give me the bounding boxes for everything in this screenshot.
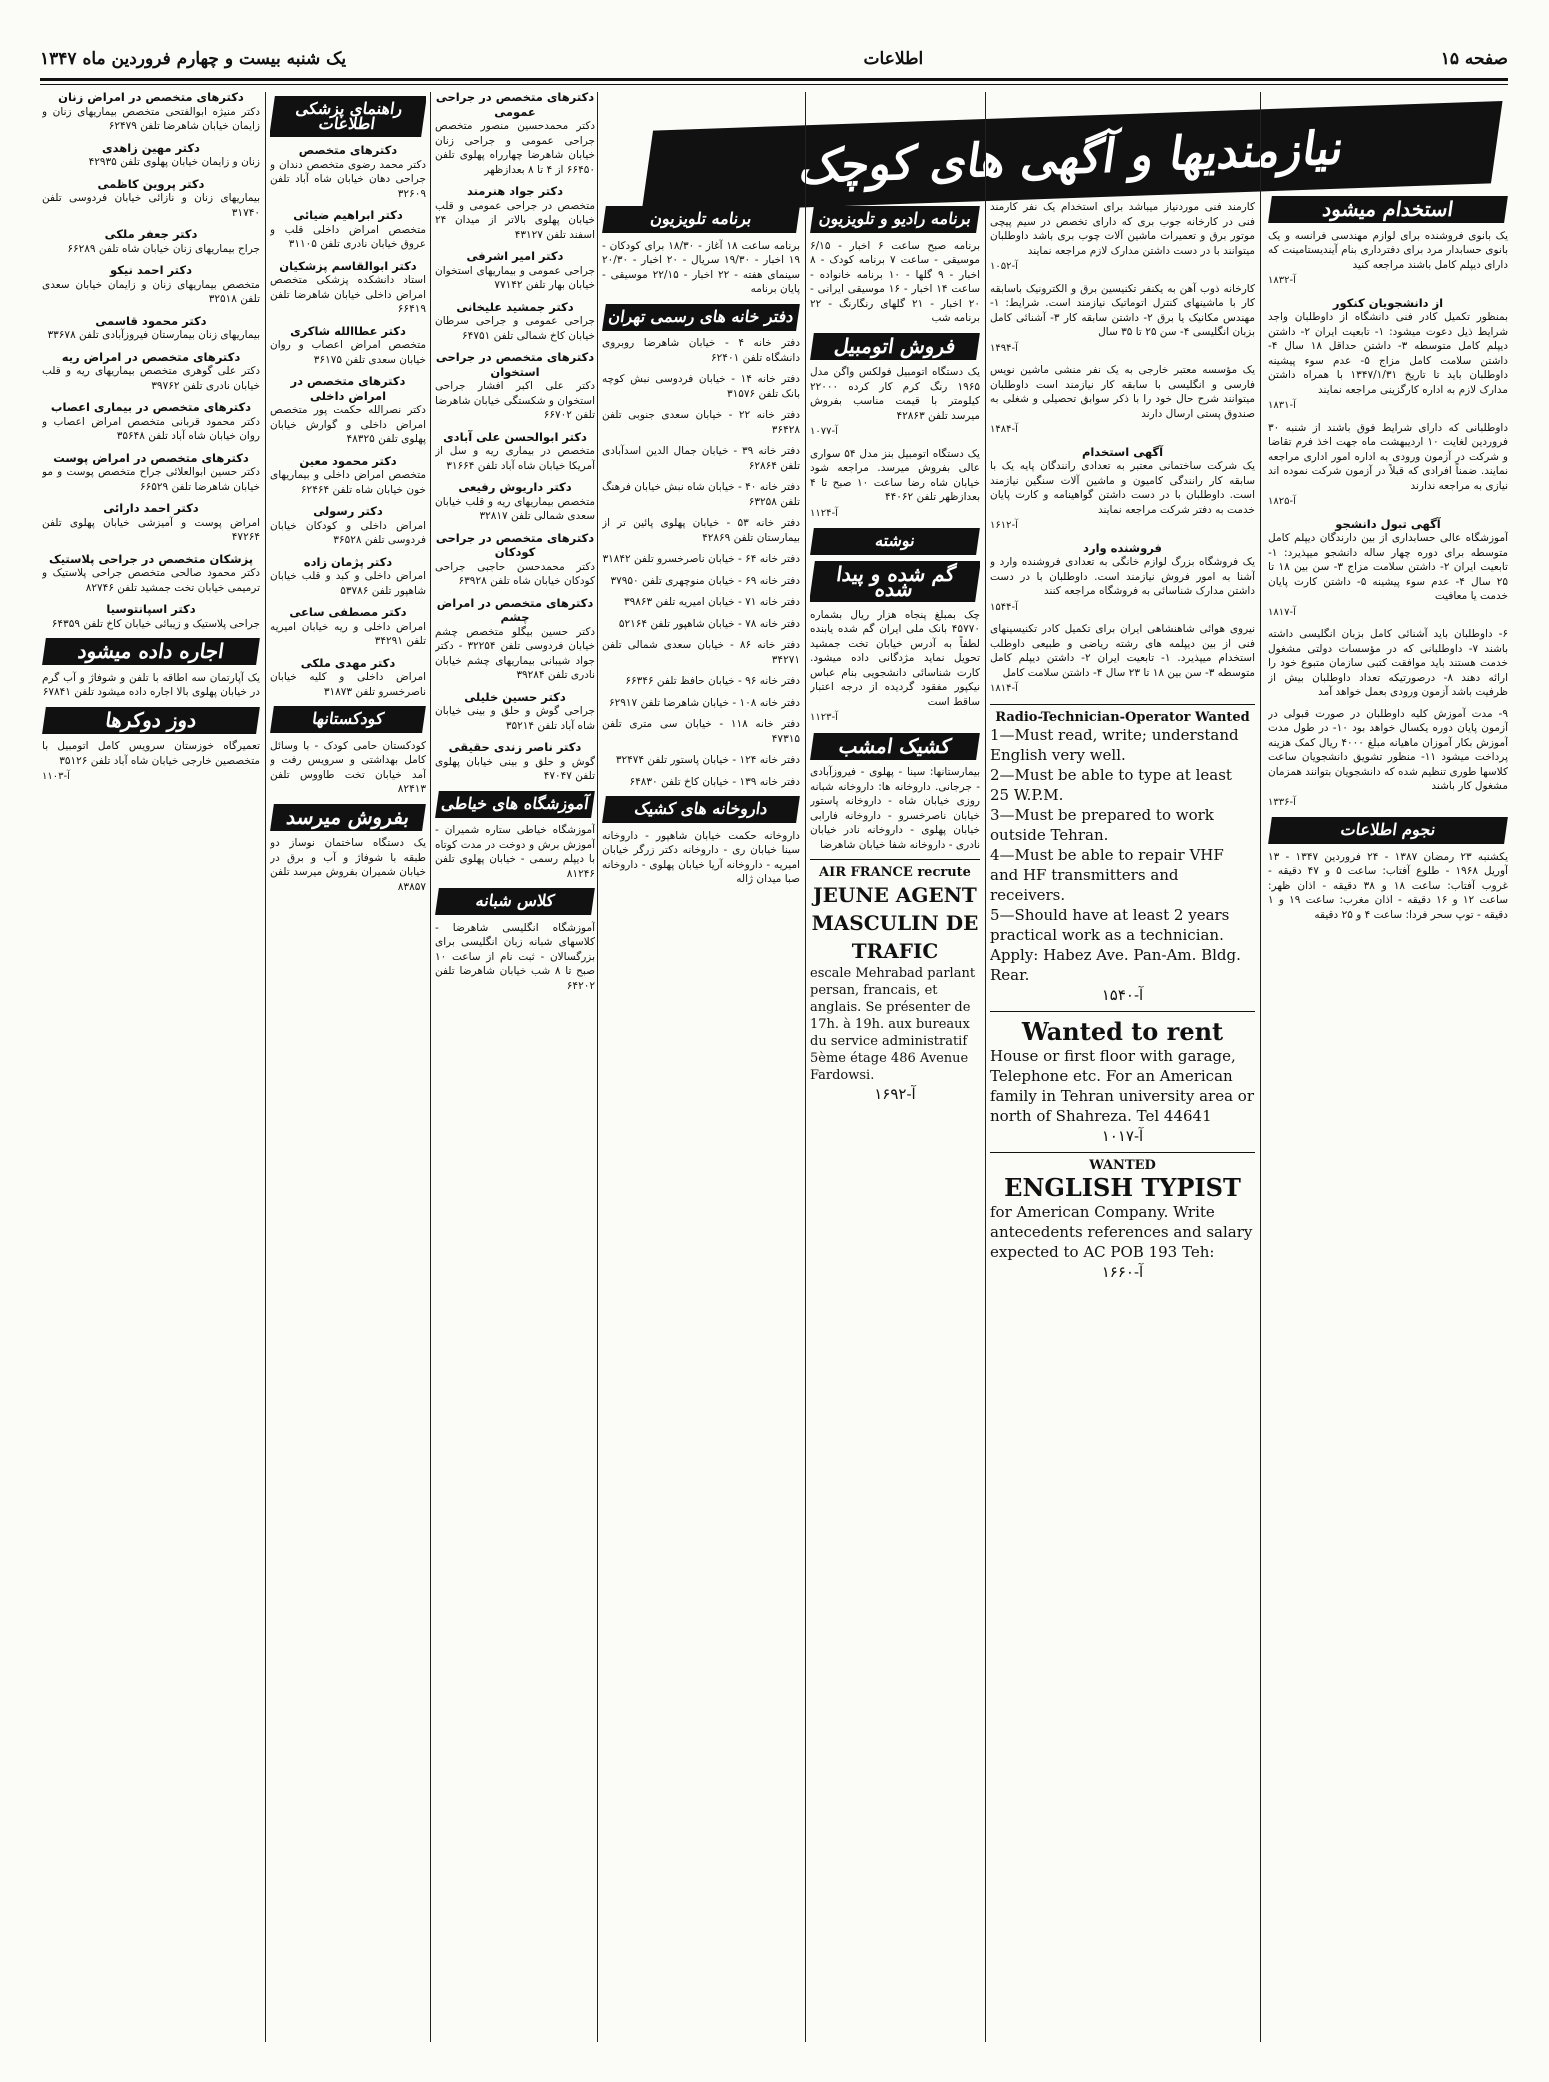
astro-info <box>1268 850 1508 923</box>
notary-office <box>602 674 800 689</box>
listing-body: دکتر منیژه ابوالفتحی متخصص بیماریهای زنان و زایمان خیابان شاهرضا تلفن ۶۲۴۷۹ <box>42 105 260 132</box>
listing-title: دکتر محمود قاسمی <box>95 313 207 328</box>
divider <box>810 859 980 860</box>
doctor-listing <box>435 184 595 242</box>
listing-body: امراض داخلی و ریه خیابان امیریه تلفن ۳۴۲۹۱ <box>270 620 426 647</box>
listing-title: دکتر محمود معین <box>299 453 397 468</box>
for-rent-banner: اجاره داده میشود <box>42 638 260 665</box>
listing-title: دکتر جمشید علیخانی <box>456 299 574 314</box>
for-sale-banner: بفروش میرسد <box>270 804 426 831</box>
notary-office <box>602 696 800 711</box>
column-divider <box>265 92 266 2042</box>
radio-banner: برنامه رادیو و تلویزیون <box>810 206 980 233</box>
listing-body: آموزشگاه انگلیسی شاهرضا - کلاسهای شبانه زبان انگلیسی برای بزرگسالان - ثبت نام از ساعت ۱۰ صبح تا ۸ شب خیابان شاهرضا تلفن ۶۴۲۰۲ <box>435 921 595 992</box>
ad-title: Radio-Technician-Operator Wanted <box>995 709 1250 725</box>
ad-body: بمنظور تکمیل کادر فنی دانشگاه از داوطلبان واجد شرایط ذیل دعوت میشود: ۱- تابعیت ایران ۲- داشتن دیپلم کامل متوسطه ۳- داشتن حداقل ۱۸ سال ۴- داشتن سلامت کامل مزاج ۵- عدم سوء پیشینه داوطلبان باید تا تاریخ ۱۳۴۷/۱/۳۱ با همراه داشتن مدارک لازم به اداره کارگزینی مراجعه نمایند <box>1268 311 1508 396</box>
listing-title: دکتر احمد نیکو <box>110 263 192 277</box>
ad-body: کارخانه ذوب آهن به یکنفر تکنیسین برق و الکترونیک باسابقه کار با ماشینهای کنترل اتوماتیک نیازمند است. شرایط: ۱- مهندس مکانیک یا برق ۲- داشتن سابقه کار ۳- آشنائی کامل بزبان انگلیسی ۴- سن ۲۵ تا ۳۵ سال <box>990 282 1255 338</box>
listing-body: دکتر محمدحسین منصور متخصص جراحی عمومی و جراحی زنان خیابان شاهرضا چهارراه پهلوی تلفن ۶۶۴۵۰ از ۴ تا ۸ بعدازظهر <box>435 120 595 176</box>
listing-title: دکترهای متخصص در بیماری اعصاب <box>50 400 252 414</box>
listing-title: دکتر پژمان زاده <box>303 554 393 569</box>
doctor-listing <box>270 605 426 649</box>
listing-body: جراحی عمومی و بیماریهای استخوان خیابان بهار تلفن ۷۷۱۴۲ <box>435 264 595 291</box>
ad-title: آگهی استخدام <box>1081 444 1164 459</box>
column-3 <box>810 200 980 2042</box>
doctor-listing <box>42 141 260 170</box>
listing-body: متخصص امراض داخلی قلب و عروق خیابان نادری تلفن ۳۱۱۰۵ <box>270 223 426 250</box>
column-7 <box>42 90 260 2042</box>
classified-ad <box>810 365 980 440</box>
for-sale-info <box>270 836 426 894</box>
doctor-listing <box>42 400 260 444</box>
listing-title: دکترهای متخصص در امراض ریه <box>61 349 241 364</box>
doctor-listing <box>435 596 595 683</box>
listing-body: دکتر علی گوهری متخصص بیماریهای ریه و قلب خیابان نادری تلفن ۳۹۷۶۲ <box>42 365 260 392</box>
program-text: برنامه صبح ساعت ۶ اخبار - ۶/۱۵ موسیقی - ساعت ۷ برنامه کودک - ۸ اخبار - ۹ گلها - ۱۰ برنامه خانواده - ساعت ۱۴ اخبار - ۱۶ موسیقی ایرانی - ۲۰ اخبار - ۲۱ گلهای رنگارنگ - ۲۲ برنامه شب <box>810 239 980 324</box>
tailoring-banner: آموزشگاه های خیاطی <box>435 791 595 818</box>
classified-ad <box>990 622 1255 697</box>
ad-body: یک بانوی فروشنده برای لوازم مهندسی فرانسه و یک بانوی حسابدار مرد برای دفترداری بنام آیندیستامینت که دارای دیپلم کامل باشند مراجعه کنید <box>1268 229 1508 271</box>
classified-ad <box>990 200 1255 275</box>
listing-title: پزشکان متخصص در جراحی پلاستیک <box>48 551 254 566</box>
ad-code: آ-۱۱۰۳ <box>42 771 70 782</box>
notary-office <box>602 617 800 632</box>
office-entry: دفتر خانه ۹۶ - خیابان حافظ تلفن ۶۶۳۴۶ <box>625 675 800 687</box>
classified-ad <box>990 282 1255 357</box>
listing-body: دکتر محمود صالحی متخصص جراحی پلاستیک و ترمیمی خیابان تخت جمشید تلفن ۸۲۷۴۶ <box>42 567 260 594</box>
english-ad-typist <box>990 1159 1255 1282</box>
ad-code: آ-۱۱۲۴ <box>810 507 838 519</box>
listing-title: دکتر داریوش رفیعی <box>458 480 572 494</box>
classified-ad <box>1268 229 1508 289</box>
shift-text: بیمارستانها: سینا - پهلوی - فیروزآبادی - جرجانی. داروخانه ها: داروخانه شبانه روزی خیابان شاه - داروخانه پاستور خیابان ناصرخسرو - داروخانه فارابی خیابان پهلوی - داروخانه نادر خیابان نادری - داروخانه شفا خیابان شاهرضا <box>810 766 980 851</box>
office-entry: دفتر خانه ۴۰ - خیابان شاه نبش خیابان فرهنگ تلفن ۶۳۲۵۸ <box>602 481 800 508</box>
doctor-listing <box>435 90 595 177</box>
ad-body: ۶- داوطلبان باید آشنائی کامل بزبان انگلیسی داشته باشند ۷- داوطلبانی که در مؤسسات دولتی مشغول خدمت هستند باید موافقت کتبی سازمان متبوع خود را ارائه دهند ۸- درصورتیکه تعداد داوطلبان بیش از ظرفیت باشد آزمون ورودی بعمل خواهد آمد <box>1268 628 1508 698</box>
ad-code: آ-۱۴۹۴ <box>990 342 1018 354</box>
listing-body: یک آپارتمان سه اطاقه با تلفن و شوفاژ و آب گرم در خیابان پهلوی بالا اجاره داده میشود تلفن ۶۷۸۴۱ <box>42 671 260 698</box>
listing-title: دکترهای متخصص در امراض چشم <box>436 595 594 624</box>
doctor-listing <box>270 656 426 700</box>
office-entry: دفتر خانه ۷۱ - خیابان امیریه تلفن ۳۹۸۶۳ <box>624 596 800 608</box>
ad-line: 5—Should have at least 2 years practical work as a technician. <box>990 906 1230 944</box>
classified-ad <box>990 541 1255 616</box>
classified-ad <box>1268 627 1508 700</box>
notary-banner: دفتر خانه های رسمی تهران <box>602 304 800 331</box>
listing-title: دکترهای متخصص در امراض پوست <box>53 450 249 465</box>
listing-title: دکتر ناصر زندی حقیقی <box>448 740 582 754</box>
listing-body: امراض داخلی و کبد و قلب خیابان شاهپور تلفن ۵۳۷۸۶ <box>270 570 426 597</box>
ad-code: آ-۱۶۹۲ <box>874 1084 916 1103</box>
listing-title: دکتر جعفر ملکی <box>104 227 198 241</box>
doctor-listing <box>270 324 426 368</box>
notary-office <box>602 574 800 589</box>
listing-title: دکتر رسولی <box>313 504 383 518</box>
night-class-banner: کلاس شبانه <box>435 888 595 915</box>
tv-banner: برنامه تلویزیون <box>602 206 800 233</box>
page-header <box>40 44 1508 74</box>
night-shift-banner: کشیک امشب <box>810 733 980 760</box>
column-divider <box>1260 92 1261 2042</box>
ad-code: آ-۱۴۸۴ <box>990 424 1018 435</box>
ad-code: آ-۱۸۳۲ <box>1268 275 1296 286</box>
notary-office <box>602 516 800 545</box>
classified-ad <box>1268 707 1508 811</box>
listing-body: دکتر حسین بیگلو متخصص چشم خیابان فردوسی تلفن ۳۲۲۵۴ - دکتر جواد شیبانی بیماریهای چشم خیابان نادری تلفن ۳۹۲۸۴ <box>435 625 595 681</box>
notary-office <box>602 444 800 473</box>
office-entry: دفتر خانه ۱۴ - خیابان فردوسی نبش کوچه بانک تلفن ۳۱۵۷۶ <box>602 373 800 400</box>
doctor-listing <box>270 208 426 252</box>
listing-title: دکتر عطاالله شاکری <box>290 323 406 338</box>
doctor-listing <box>270 555 426 599</box>
english-ad-radio-technician <box>990 711 1255 1006</box>
listing-body: بیماریهای زنان و نازائی خیابان فردوسی تلفن ۳۱۷۴۰ <box>42 192 260 219</box>
doctor-listing <box>42 552 260 596</box>
listing-title: دکتر احمد دارائی <box>103 501 199 515</box>
ad-body: نیروی هوائی شاهنشاهی ایران برای تکمیل کادر تکنیسینهای فنی از بین دیپلمه های رشته ریاضی و طبیعی داوطلب استخدام میپذیرد. ۱- تابعیت ایران ۲- داشتن دیپلم کامل متوسطه ۳- سن بین ۱۸ تا ۲۳ سال ۴- داشتن سلامت کامل <box>990 623 1255 679</box>
classified-ad <box>810 447 980 522</box>
ad-body: آموزشگاه عالی حسابداری از بین دارندگان دیپلم کامل متوسطه برای دوره چهار ساله دانشجو میپذیرد: ۱- تابعیت ایران ۲- داشتن سلامت مزاج ۳- سن بین ۱۸ تا ۲۵ سال ۴- عدم سوء پیشینه ۵- داشتن کارت پایان خدمت یا معافیت <box>1268 532 1508 602</box>
listing-body: متخصص بیماریهای زنان و زایمان خیابان سعدی تلفن ۳۲۵۱۸ <box>42 278 260 305</box>
doctor-listing <box>270 143 426 201</box>
radio-program <box>810 239 980 326</box>
ad-line: 4—Must be able to repair VHF and HF transmitters and receivers. <box>990 846 1224 904</box>
ad-body: یک دستگاه اتومبیل بنز مدل ۵۴ سواری عالی بفروش میرسد. مراجعه شود خیابان شاه رضا ساعت ۱۰ صبح تا ۴ بعدازظهر تلفن ۴۴۰۶۲ <box>810 447 980 503</box>
ad-code: آ-۱۸۳۱ <box>1268 400 1296 411</box>
ad-code: آ-۱۵۴۰ <box>1101 986 1144 1004</box>
header-date: یک شنبه بیست و چهارم فروردین ماه ۱۳۴۷ <box>40 49 347 69</box>
ad-body: یک فروشگاه بزرگ لوازم خانگی به تعدادی فروشنده وارد و آشنا به امور فروش نیازمند است. داوطلبان با در دست داشتن مدارک شناسائی به فروشگاه مراجعه کنند <box>990 556 1255 597</box>
pharmacy-text: داروخانه حکمت خیابان شاهپور - داروخانه سینا خیابان ری - داروخانه دکتر زرگر خیابان امیریه - داروخانه آریا خیابان پهلوی - داروخانه صبا میدان ژاله <box>602 829 800 885</box>
ad-title: آگهی تبول دانشجو <box>1335 516 1441 531</box>
office-entry: دفتر خانه ۱۳۹ - خیابان کاخ تلفن ۶۴۸۳۰ <box>629 775 800 788</box>
listing-title: دکترهای متخصص در امراض زنان <box>58 90 244 104</box>
doctor-listing <box>435 480 595 524</box>
office-entry: دفتر خانه ۱۰۸ - خیابان شاهرضا تلفن ۶۲۹۱۷ <box>608 696 800 709</box>
listing-body: امراض داخلی و کلیه خیابان ناصرخسرو تلفن ۳۱۸۷۳ <box>270 671 426 698</box>
doctor-listing <box>42 177 260 221</box>
notary-office <box>602 336 800 365</box>
tailoring-info <box>435 823 595 881</box>
kindergarten-banner: کودکستانها <box>270 706 426 733</box>
listing-title: دکترهای متخصص در جراحی عمومی <box>435 90 595 119</box>
for-rent-info <box>42 671 260 700</box>
ad-code: آ-۱۱۲۳ <box>810 712 838 723</box>
ad-headline: ENGLISH TYPIST <box>1004 1172 1241 1202</box>
final-banner: دوز دوکرها <box>42 707 260 734</box>
listing-body: امراض پوست و آمیزشی خیابان پهلوی تلفن ۴۷۲۶۴ <box>42 516 260 543</box>
ad-body: کارمند فنی موردنیاز میباشد برای استخدام یک نفر کارمند فنی در کارخانه جوب بری که دارای تخصص در سیم پیچی موتور برق و تعمیرات ماشین آلات چوب بری باشد داوطلبان میتوانند با در دست داشتن مدارک لازم مراجعه نمایند <box>990 201 1255 257</box>
column-divider <box>597 92 598 2042</box>
listing-body: آموزشگاه خیاطی ستاره شمیران - آموزش برش و دوخت در مدت کوتاه با دیپلم رسمی - خیابان پهلوی تلفن ۸۱۲۴۶ <box>435 824 595 880</box>
doctor-listing <box>42 90 260 134</box>
office-entry: دفتر خانه ۱۲۴ - خیابان پاستور تلفن ۳۲۴۷۴ <box>615 754 800 766</box>
ad-line: 2—Must be able to type at least 25 W.P.M. <box>990 766 1232 804</box>
tv-program <box>602 239 800 297</box>
listing-body: دکتر محمدحسن حاجبی جراحی کودکان خیابان شاه تلفن ۶۳۹۲۸ <box>435 560 595 587</box>
header-rule <box>40 78 1508 81</box>
doctor-listing <box>435 531 595 589</box>
ad-code: آ-۱۰۱۷ <box>1101 1127 1144 1145</box>
ad-line: for American Company. Write antecedents references and salary expected to AC POB 193 Teh: <box>990 1202 1253 1261</box>
notary-office <box>602 753 800 768</box>
doctor-listing <box>270 504 426 548</box>
doctor-listing <box>435 690 595 734</box>
ad-code: آ-۱۶۱۲ <box>990 520 1018 531</box>
listing-body: کودکستان حامی کودک - با وسائل کامل بهداشتی و سرویس رفت و آمد خیابان تخت طاووس تلفن ۸۲۴۱۳ <box>270 739 426 795</box>
divider <box>990 1011 1255 1012</box>
classified-ad <box>990 445 1255 534</box>
column-1 <box>1268 190 1508 2042</box>
doctor-listing <box>435 249 595 293</box>
astro-banner: نجوم اطلاعات <box>1268 817 1508 844</box>
listing-title: دکتر پروین کاظمی <box>97 176 205 191</box>
listing-body: گوش و حلق و بینی خیابان پهلوی تلفن ۴۷۰۴۷ <box>435 755 595 782</box>
classified-ad <box>1268 421 1508 510</box>
listing-body: جراحی گوش و حلق و بینی خیابان شاه آباد تلفن ۳۵۲۱۴ <box>435 705 595 732</box>
ad-body: تعمیرگاه خوزستان سرویس کامل اتومبیل با متخصصین خارجی خیابان شاه آباد تلفن ۳۵۱۲۶ <box>42 740 260 767</box>
header-page-number: صفحه ۱۵ <box>1440 49 1508 69</box>
listing-body: یک دستگاه ساختمان نوساز دو طبقه با شوفاژ و آب و برق در خیابان شمیران بفروش میرسد تلفن ۸۳۸۵۷ <box>270 837 426 893</box>
listing-title: دکتر مهدی ملکی <box>300 655 396 670</box>
listing-body: متخصص بیماریهای ریه و قلب خیابان سعدی شمالی تلفن ۳۲۸۱۷ <box>435 495 595 522</box>
notary-office <box>602 717 800 746</box>
listing-body: متخصص در جراحی عمومی و قلب خیابان پهلوی بالاتر از میدان ۲۴ اسفند تلفن ۴۳۱۲۷ <box>435 199 595 241</box>
lost-found-banner: گم شده و پیدا شده <box>810 561 980 602</box>
listing-body: دکتر حسین ابوالعلائی جراح متخصص پوست و مو خیابان شاهرضا تلفن ۶۶۵۲۹ <box>42 466 260 493</box>
ad-title: از دانشجویان کنکور <box>1332 295 1444 310</box>
divider <box>990 704 1255 705</box>
listing-body: دکتر علی اکبر افشار جراحی استخوان و شکستگی خیابان شاهرضا تلفن ۶۶۷۰۲ <box>435 380 595 421</box>
ad-code: آ-۱۸۲۵ <box>1268 496 1296 507</box>
doctor-listing <box>42 602 260 631</box>
listing-title: دکتر اسپانتوسیا <box>106 602 196 616</box>
doctor-listing <box>435 300 595 344</box>
notary-office <box>602 372 800 401</box>
doctor-listing <box>270 374 426 447</box>
kindergarten-info <box>270 739 426 797</box>
column-6 <box>270 90 426 2042</box>
ad-title: Wanted to rent <box>1021 1017 1224 1046</box>
doctor-listing <box>42 501 260 545</box>
listing-body: بیماریهای زنان بیمارستان فیروزآبادی تلفن ۳۳۶۷۸ <box>47 329 260 341</box>
ad-line: Apply: Habez Ave. Pan-Am. Bldg. Rear. <box>990 946 1241 984</box>
doctor-listing <box>270 454 426 498</box>
listing-title: دکترهای متخصص در امراض داخلی <box>290 374 406 403</box>
column-4 <box>602 200 800 2042</box>
office-entry: دفتر خانه ۷۸ - خیابان شاهپور تلفن ۵۲۱۶۴ <box>618 617 800 630</box>
listing-title: دکتر امیر اشرفی <box>466 249 564 263</box>
ad-body: یک شرکت ساختمانی معتبر به تعدادی رانندگان پایه یک با سابقه کار رانندگی کامیون و ماشین آلات سنگین نیازمند است. داوطلبان با در دست داشتن گواهینامه و کارت پایان خدمت به دفتر شرکت مراجعه نمایند <box>990 460 1255 516</box>
listing-title: دکترهای متخصص <box>298 143 398 157</box>
divider <box>990 1152 1255 1153</box>
ad-line: 3—Must be prepared to work outside Tehran. <box>990 806 1214 844</box>
ad-headline: JEUNE AGENT MASCULIN DE TRAFIC <box>811 882 979 963</box>
ad-code: آ-۱۵۴۴ <box>990 601 1018 613</box>
ad-line: 1—Must read, write; understand English very well. <box>990 726 1239 764</box>
doctor-listing <box>42 314 260 343</box>
listing-body: دکتر محمود قربانی متخصص امراض اعصاب و روان خیابان شاه آباد تلفن ۳۵۶۴۸ <box>42 415 260 442</box>
listing-title: دکتر ابوالحسن علی آبادی <box>443 429 587 444</box>
doctor-listing <box>42 350 260 394</box>
classified-ad <box>810 608 980 726</box>
notary-office <box>602 480 800 509</box>
ad-title: فروشنده وارد <box>1083 540 1162 555</box>
office-entry: دفتر خانه ۶۹ - خیابان منوچهری تلفن ۳۷۹۵۰ <box>610 574 800 587</box>
ad-code: آ-۱۰۷۷ <box>810 426 838 437</box>
car-sale-banner: فروش اتومبیل <box>810 333 980 360</box>
column-divider <box>985 92 986 2042</box>
listing-body: جراحی پلاستیک و زیبائی خیابان کاخ تلفن ۶۴۳۵۹ <box>51 617 260 630</box>
pharmacy-info <box>602 829 800 887</box>
english-ad-wanted-to-rent <box>990 1018 1255 1146</box>
ad-code: آ-۱۳۳۶ <box>1268 796 1296 808</box>
listing-title: دکترهای متخصص در جراحی استخوان <box>435 350 595 379</box>
main-banner: نیازمندیها و آگهی های کوچک <box>641 101 1502 213</box>
doctor-listing <box>42 227 260 256</box>
listing-title: دکتر مهین زاهدی <box>102 140 200 155</box>
notary-office <box>602 408 800 437</box>
column-2 <box>990 200 1255 2042</box>
header-rule-thin <box>40 84 1508 85</box>
office-entry: دفتر خانه ۵۳ - خیابان پهلوی پائین تر از بیمارستان تلفن ۴۲۸۶۹ <box>602 517 800 544</box>
listing-body: متخصص امراض داخلی و بیماریهای خون خیابان شاه تلفن ۶۲۴۶۴ <box>270 469 426 496</box>
ad-body: یک دستگاه اتومبیل فولکس واگن مدل ۱۹۶۵ رنگ کرم کار کرده ۲۲۰۰۰ کیلومتر با قیمت مناسب بفروش میرسد تلفن ۴۲۸۶۳ <box>810 366 980 422</box>
pharmacy-banner: داروخانه های کشیک <box>602 796 800 823</box>
notary-office <box>602 775 800 790</box>
listing-body: دکتر محمد رضوی متخصص دندان و جراحی دهان خیابان شاه آباد تلفن ۳۲۶۰۹ <box>270 158 426 200</box>
office-entry: دفتر خانه ۸۶ - خیابان سعدی شمالی تلفن ۳۴۲۷۱ <box>602 639 800 666</box>
classified-ad <box>1268 517 1508 621</box>
listing-body: استاد دانشکده پزشکی متخصص امراض داخلی خیابان شاهرضا تلفن ۶۶۴۱۹ <box>270 274 426 315</box>
listing-title: دکترهای متخصص در جراحی کودکان <box>435 530 595 559</box>
listing-body: جراحی عمومی و جراحی سرطان خیابان کاخ شمالی تلفن ۶۴۷۵۱ <box>435 315 595 342</box>
doctor-listing <box>270 259 426 317</box>
ad-body: چک بمبلغ پنجاه هزار ریال بشماره ۴۵۷۷۰ بانک ملی ایران گم شده یابنده لطفاً به آدرس خیابان تخت جمشید تحویل نماید مژدگانی داده میشود. کارت شناسائی دانشجویی بنام عباس نیکپور مفقود گردیده از درجه اعتبار ساقط است <box>810 608 980 708</box>
doctor-listing <box>42 263 260 307</box>
notice-banner: نوشته <box>810 528 980 555</box>
medical-guide-banner: راهنمای پزشکی اطلاعات <box>270 96 426 137</box>
listing-title: دکتر مصطفی ساعی <box>289 605 407 619</box>
doctor-listing <box>435 740 595 784</box>
ad-title: AIR FRANCE recrute <box>819 865 971 880</box>
notary-office <box>602 638 800 667</box>
school-info <box>435 921 595 994</box>
ad-code: آ-۱۶۶۰ <box>1101 1262 1144 1281</box>
classified-ad <box>990 363 1255 438</box>
column-divider <box>430 92 431 2042</box>
listing-title: دکتر جواد هنرمند <box>466 184 564 198</box>
header-paper-name: اطلاعات <box>863 49 924 69</box>
listing-body: متخصص در بیماری ریه و سل از آمریکا خیابان شاه آباد تلفن ۳۱۶۶۴ <box>435 445 595 472</box>
listing-title: دکتر ابراهیم ضیائی <box>293 208 403 222</box>
program-text: برنامه ساعت ۱۸ آغاز - ۱۸/۳۰ برای کودکان - ۱۹ اخبار - ۱۹/۳۰ سریال - ۲۰ اخبار - ۲۰/۳۰ سینمای هفته - ۲۲ اخبار - ۲۲/۱۵ موسیقی - پایان برنامه <box>602 239 800 295</box>
ad-code: آ-۱۸۱۴ <box>990 683 1018 694</box>
night-shift-info <box>810 765 980 852</box>
ad-line: escale Mehrabad parlant persan, francais, et anglais. Se présenter de 17h. à 19h. aux bureaux du service administratif 5ème étage 486 Avenue Fardowsi. <box>810 965 976 1083</box>
column-divider <box>805 92 806 2042</box>
doctor-listing <box>435 430 595 474</box>
astro-text: یکشنبه ۲۳ رمضان ۱۳۸۷ - ۲۴ فروردین ۱۳۴۷ - ۱۳ آوریل ۱۹۶۸ - طلوع آفتاب: ساعت ۵ و ۴۷ دقیقه - غروب آفتاب: ساعت ۱۸ و ۳۸ دقیقه - اذان ظهر: ساعت ۱۲ و ۱۶ دقیقه - اذان مغرب: ساعت ۱۹ و ۱ دقیقه - توپ سحر فردا: ساعت ۴ و ۲۵ دقیقه <box>1268 850 1508 921</box>
column-5 <box>435 90 595 2042</box>
listing-title: دکتر حسین خلیلی <box>464 689 566 704</box>
doctor-listing <box>42 451 260 495</box>
listing-title: دکتر ابوالقاسم پزشکیان <box>279 258 417 273</box>
listing-body: جراح بیماریهای زنان خیابان شاه تلفن ۶۶۲۸۹ <box>67 242 260 255</box>
office-entry: دفتر خانه ۳۹ - خیابان جمال الدین اسدآبادی تلفن ۶۲۸۶۴ <box>602 445 800 472</box>
listing-body: متخصص امراض اعصاب و روان خیابان سعدی تلفن ۳۶۱۷۵ <box>270 339 426 366</box>
notary-office <box>602 595 800 610</box>
ad-code: آ-۱۰۵۲ <box>990 261 1018 272</box>
classified-ad <box>42 739 260 785</box>
ad-code: آ-۱۸۱۷ <box>1268 606 1296 618</box>
listing-body: امراض داخلی و کودکان خیابان فردوسی تلفن ۳۶۵۲۸ <box>270 519 426 546</box>
doctor-listing <box>435 350 595 423</box>
office-entry: دفتر خانه ۲۲ - خیابان سعدی جنوبی تلفن ۳۶۴۲۸ <box>602 409 800 436</box>
listing-body: دکتر نصرالله حکمت پور متخصص امراض داخلی و گوارش خیابان پهلوی تلفن ۴۸۳۲۵ <box>270 404 426 445</box>
office-entry: دفتر خانه ۱۱۸ - خیابان سی متری تلفن ۴۷۳۱۵ <box>602 718 800 745</box>
listing-body: زنان و زایمان خیابان پهلوی تلفن ۴۲۹۳۵ <box>88 156 260 168</box>
classified-ad <box>1268 296 1508 414</box>
ad-title: WANTED <box>1089 1158 1156 1173</box>
ad-body: داوطلبانی که دارای شرایط فوق باشند از شنبه ۳۰ فروردین لغایت ۱۰ اردیبهشت ماه جهت اخذ فرم تقاضا و شرکت در آزمون ورودی به اداره امور اداری مراجعه نمایند. ضمناً افرادی که قبلاً در آزمون شرکت نموده اند نیازی به مراجعه ندارند <box>1268 421 1508 492</box>
ad-body: یک مؤسسه معتبر خارجی به یک نفر منشی ماشین نویس فارسی و انگلیسی با سابقه کار نیازمند است داوطلبان میتوانند شرح حال خود را با ذکر سوابق تحصیلی و شغلی به صندوق پستی ارسال دارند <box>990 364 1255 420</box>
office-entry: دفتر خانه ۴ - خیابان شاهرضا روبروی دانشگاه تلفن ۶۲۴۰۱ <box>602 337 800 364</box>
column-1-banner: استخدام میشود <box>1268 196 1508 223</box>
ad-line: House or first floor with garage, Telephone etc. For an American family in Tehran university area or north of Shahreza. Tel 44641 <box>990 1047 1255 1125</box>
ad-body: ۹- مدت آموزش کلیه داوطلبان در صورت قبولی در آزمون پایان دوره یکسال خواهد بود ۱۰- در طول مدت آموزش بکار آموزان ماهیانه مبلغ ۴۰۰۰ ریال کمک هزینه پرداخت میشود ۱۱- منظور تشویق دانشجویان ساعت کلاسها طوری تنظیم شده که دانشجویان بتوانند همزمان مشغول کار باشند <box>1268 707 1508 792</box>
notary-office <box>602 552 800 567</box>
office-entry: دفتر خانه ۶۴ - خیابان ناصرخسرو تلفن ۳۱۸۴۲ <box>602 553 800 565</box>
french-ad-air-france <box>810 866 980 1104</box>
